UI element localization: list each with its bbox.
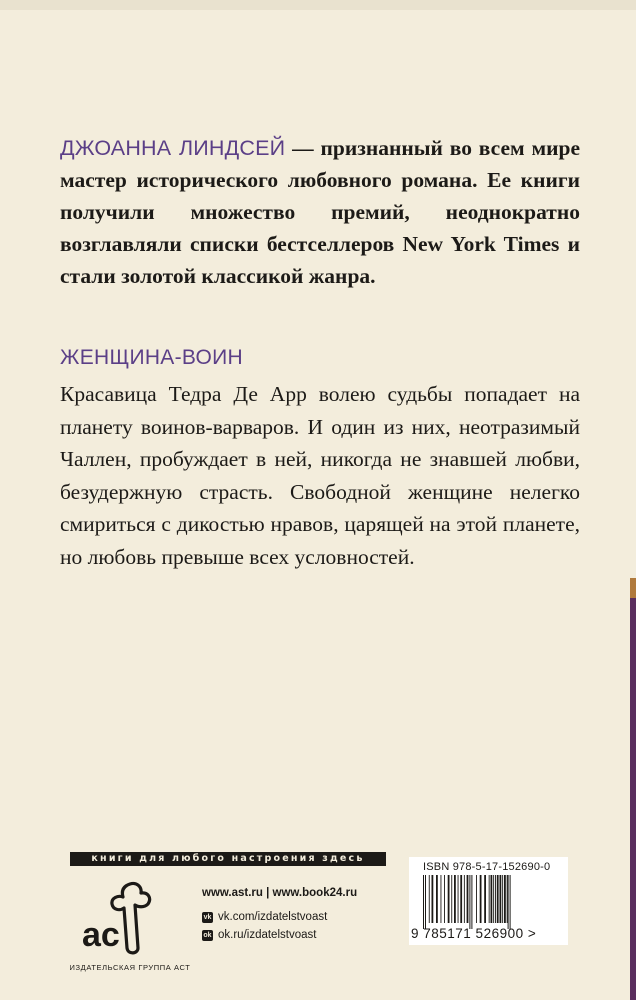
barcode-bar xyxy=(460,875,462,923)
barcode-bar xyxy=(507,875,508,923)
barcode-digits: 9 785171 526900 > xyxy=(411,926,537,941)
barcode-bar xyxy=(425,875,426,929)
barcode-bar xyxy=(429,875,430,923)
barcode-bar xyxy=(451,875,452,923)
barcode-bar xyxy=(493,875,494,923)
barcode-bar xyxy=(448,875,450,923)
publisher-label: ИЗДАТЕЛЬСКАЯ ГРУППА АСТ xyxy=(69,963,191,972)
barcode-bar xyxy=(502,875,503,923)
barcode-bar xyxy=(469,875,470,929)
barcode-bar xyxy=(441,875,442,923)
websites-text[interactable]: www.ast.ru | www.book24.ru xyxy=(202,887,358,899)
barcode-bar xyxy=(454,875,456,923)
barcode-bar xyxy=(436,875,438,923)
logo-text: ac xyxy=(82,916,120,954)
author-bio xyxy=(60,132,580,292)
blurb-text: Красавица Тедра Де Арр волею судьбы попадает на планету воинов-варваров. И один из них, неотразимый Чаллен, пробуждает в ней, никогда не знавшей любви, безудержную страсть. Свободной женщине нелегко смириться с дикостью нравов, царящей на этой планете, но любовь превыше всех условностей. xyxy=(60,382,580,569)
barcode-bar xyxy=(491,875,493,923)
spine-edge-accent xyxy=(630,578,636,598)
barcode-bar xyxy=(432,875,434,923)
ok-icon: ok xyxy=(203,931,212,939)
barcode-icon xyxy=(421,875,557,929)
isbn-block xyxy=(409,857,568,945)
publisher-links xyxy=(202,884,357,944)
barcode-bar xyxy=(423,875,424,929)
barcode-bar xyxy=(504,875,506,923)
ast-logo-icon xyxy=(78,878,162,962)
barcode-bar xyxy=(471,875,472,929)
barcode-bar xyxy=(500,875,502,923)
spine-edge-mark xyxy=(630,578,636,1000)
top-bleed xyxy=(0,0,636,10)
barcode-bar xyxy=(476,875,477,923)
barcode-bar xyxy=(458,875,459,923)
barcode-bar xyxy=(497,875,499,923)
author-name: ДЖОАННА ЛИНДСЕЙ xyxy=(60,136,286,160)
barcode-bar xyxy=(508,875,509,929)
vk-line xyxy=(202,908,357,926)
barcode-bar xyxy=(489,875,490,923)
vk-icon: vk xyxy=(203,913,212,921)
barcode-bar xyxy=(484,875,486,923)
barcode-bar xyxy=(495,875,496,923)
book-title: ЖЕНЩИНА-ВОИН xyxy=(60,346,244,369)
isbn-label: ISBN 978-5-17-152690-0 xyxy=(423,861,551,873)
barcode-bar xyxy=(444,875,445,923)
barcode-bar xyxy=(480,875,482,923)
author-description: — признанный во всем мире мастер исторического любовного романа. Ее книги получили множество премий, неоднократно возглавляли списки бестселлеров New York Times и стали золотой классикой жанра. xyxy=(60,136,581,288)
barcode-bar xyxy=(467,875,469,923)
barcode-bar xyxy=(510,875,511,929)
ok-line xyxy=(202,926,357,944)
vk-link[interactable]: vk.com/izdatelstvoast xyxy=(218,911,328,923)
ok-link[interactable]: ok.ru/izdatelstvoast xyxy=(218,929,317,941)
barcode-bar xyxy=(464,875,465,923)
tagline-banner: книги для любого настроения здесь xyxy=(70,852,386,866)
book-blurb xyxy=(60,378,580,573)
websites-line xyxy=(202,884,357,902)
